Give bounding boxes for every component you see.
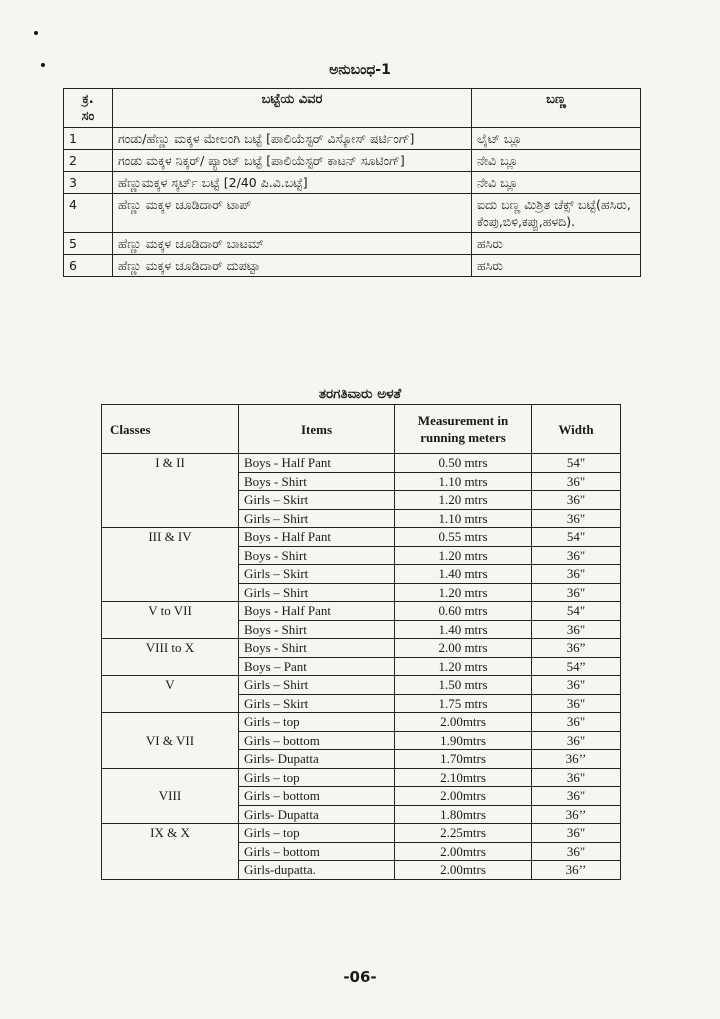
table-row: Girls – Skirt 1.75 mtrs 36" <box>102 694 621 713</box>
header-width: Width <box>532 405 621 454</box>
table-row: V to VII Boys - Half Pant 0.60 mtrs 54" <box>102 602 621 621</box>
classwise-measurement-title: ತರಗತಿವಾರು ಅಳತೆ <box>318 386 402 402</box>
table-row: 4 ಹೆಣ್ಣು ಮಕ್ಕಳ ಚೂಡಿದಾರ್ ಟಾಪ್ ಐದು ಬಣ್ಣ ಮಿಶ್ರಿತ ಚೆಕ್ಸ್ ಬಟ್ಟೆ(ಹಸಿರು, ಕೆಂಪು,ಬಿಳಿ,ಕಪ್ಪು,ಹಳದಿ). <box>64 194 641 233</box>
header-cloth-details: ಬಟ್ಟೆಯ ವಿವರ <box>113 89 472 128</box>
table-row: Girls – bottom 1.90mtrs 36" <box>102 731 621 750</box>
class-group: IX & X <box>102 824 239 880</box>
table-row: Boys – Pant 1.20 mtrs 54” <box>102 657 621 676</box>
table-row: 1 ಗಂಡು/ಹೆಣ್ಣು ಮಕ್ಕಳ ಮೇಲಂಗಿ ಬಟ್ಟೆ [ಪಾಲಿಯೆಸ್ಟರ್ ವಿಸ್ಕೋಸ್ ಷರ್ಟಿಂಗ್] ಲೈಟ್ ಬ್ಲೂ <box>64 128 641 150</box>
table-row: Girls – bottom 2.00mtrs 36" <box>102 842 621 861</box>
table-row: I & II Boys - Half Pant 0.50 mtrs 54" <box>102 454 621 473</box>
table-row: 5 ಹೆಣ್ಣು ಮಕ್ಕಳ ಚೂಡಿದಾರ್ ಬಾಟಮ್ ಹಸಿರು <box>64 233 641 255</box>
table-row: IX & X Girls – top 2.25mtrs 36" <box>102 824 621 843</box>
header-measurement: Measurement in running meters <box>395 405 532 454</box>
table-row: 6 ಹೆಣ್ಣು ಮಕ್ಕಳ ಚೂಡಿದಾರ್ ದುಪಟ್ಟಾ ಹಸಿರು <box>64 255 641 277</box>
table-row: VI & VII Girls – top 2.00mtrs 36" <box>102 713 621 732</box>
annexure-title: ಅನುಬಂಧ-1 <box>329 62 391 78</box>
table-row: Boys - Shirt 1.10 mtrs 36" <box>102 472 621 491</box>
table-row: Girls- Dupatta 1.70mtrs 36’’ <box>102 750 621 769</box>
table-row: Girls – Skirt 1.20 mtrs 36" <box>102 491 621 510</box>
table-row: VIII Girls – top 2.10mtrs 36" <box>102 768 621 787</box>
table-row: Boys - Shirt 1.40 mtrs 36" <box>102 620 621 639</box>
table-row: Boys - Shirt 1.20 mtrs 36" <box>102 546 621 565</box>
class-group: VIII <box>102 768 239 824</box>
table-row: Girls – Skirt 1.40 mtrs 36" <box>102 565 621 584</box>
header-items: Items <box>239 405 395 454</box>
header-serial: ಕ್ರ. ಸಂ <box>64 89 113 128</box>
table-row: Girls – bottom 2.00mtrs 36" <box>102 787 621 806</box>
table-row: Girls – Shirt 1.20 mtrs 36" <box>102 583 621 602</box>
class-group: V <box>102 676 239 713</box>
measurement-table <box>101 404 621 880</box>
table-row: III & IV Boys - Half Pant 0.55 mtrs 54" <box>102 528 621 547</box>
header-color: ಬಣ್ಣ <box>472 89 641 128</box>
class-group: III & IV <box>102 528 239 602</box>
table-row: 3 ಹೆಣ್ಣುಮಕ್ಕಳ ಸ್ಕರ್ಟ್ ಬಟ್ಟೆ [2/40 ಪಿ.ವಿ.ಬಟ್ಟೆ] ನೇವಿ ಬ್ಲೂ <box>64 172 641 194</box>
table-row: V Girls – Shirt 1.50 mtrs 36" <box>102 676 621 695</box>
scan-mark <box>34 31 38 35</box>
table-row: 2 ಗಂಡು ಮಕ್ಕಳ ನಿಕ್ಕರ್/ ಪ್ಯಾಂಟ್ ಬಟ್ಟೆ [ಪಾಲಿಯೆಸ್ಟರ್ ಕಾಟನ್ ಸೂಟಿಂಗ್] ನೇವಿ ಬ್ಲೂ <box>64 150 641 172</box>
table-row: Girls – Shirt 1.10 mtrs 36" <box>102 509 621 528</box>
table-row: Girls-dupatta. 2.00mtrs 36’’ <box>102 861 621 880</box>
class-group: V to VII <box>102 602 239 639</box>
cloth-details-table <box>63 88 641 277</box>
page-number: -06- <box>343 968 377 986</box>
class-group: I & II <box>102 454 239 528</box>
class-group: VIII to X <box>102 639 239 676</box>
header-classes: Classes <box>102 405 239 454</box>
table-row: VIII to X Boys - Shirt 2.00 mtrs 36” <box>102 639 621 658</box>
table-row: Girls- Dupatta 1.80mtrs 36’’ <box>102 805 621 824</box>
class-group: VI & VII <box>102 713 239 769</box>
